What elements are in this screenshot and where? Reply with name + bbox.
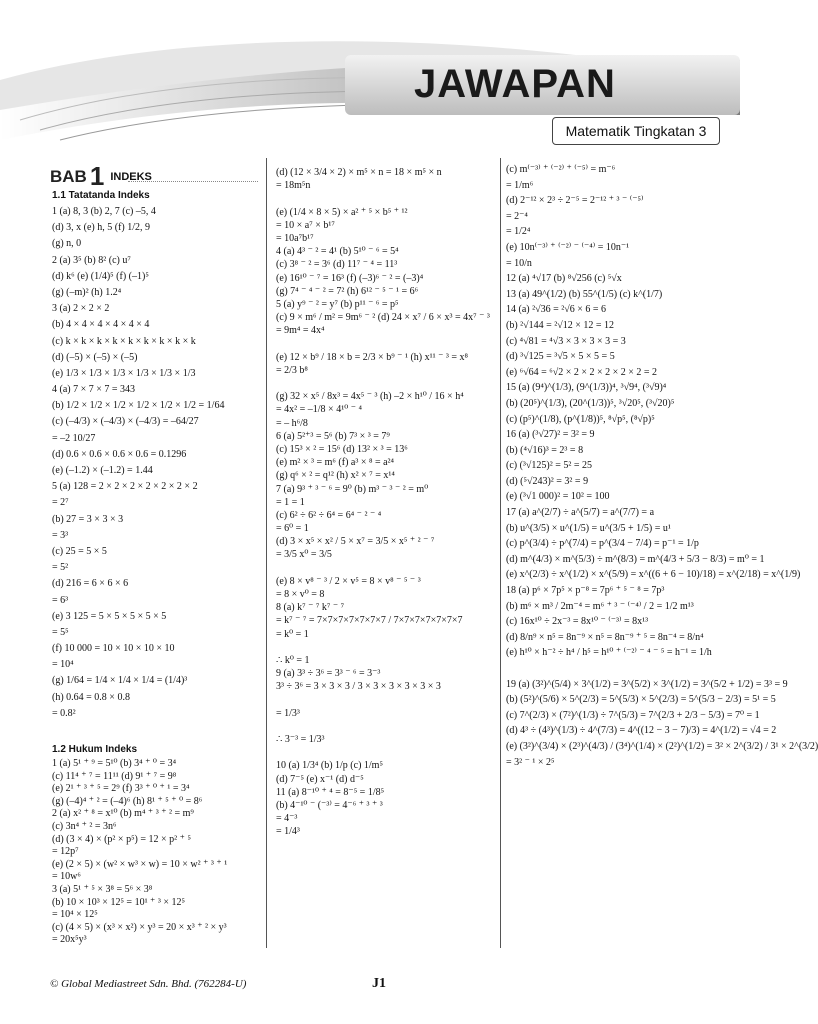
answer-line: = 6³ [52,594,69,606]
answer-line: 7 (a) 9³ ⁺ ³ ⁻ ⁶ = 9⁰ (b) m³ ⁻ ³ ⁻ ² = m⁰ [276,483,429,495]
answer-line: (b) 10 × 10³ × 12⁵ = 10¹ ⁺ ³ × 12⁵ [52,896,185,908]
answer-line: (c) (4 × 5) × (x³ × x²) × y³ = 20 × x³ ⁺ ² × y³ [52,921,227,933]
answer-line: (b) 27 = 3 × 3 × 3 [52,513,124,525]
section-heading-2: 1.2 Hukum Indeks [52,744,138,755]
answer-line: = 10⁴ × 12⁵ [52,909,98,921]
answer-line: = 4x² = –1/8 × 4¹⁰ ⁻ ⁴ [276,404,362,416]
answer-line: 5 (a) 128 = 2 × 2 × 2 × 2 × 2 × 2 × 2 [52,481,198,493]
answer-line: (c) m⁽⁻³⁾ ⁺ ⁽⁻²⁾ ⁺ ⁽⁻⁵⁾ = m⁻⁶ [506,164,616,175]
answer-line: 16 (a) (³√27)² = 3² = 9 [506,429,595,441]
answer-line: 3 (a) 2 × 2 × 2 [52,303,110,315]
answer-line: (d) (–5) × (–5) × (–5) [52,351,138,363]
answer-line: 9 (a) 3³ ÷ 3⁶ = 3³ ⁻ ⁶ = 3⁻³ [276,668,381,680]
answer-line: (e) 16¹⁰ ⁻ ⁷ = 16³ (f) (–3)⁶ ⁻ ² = (–3)⁴ [276,272,424,284]
answer-line: = 10w⁶ [52,871,81,883]
answer-line: (g) (–m)² (h) 1.2⁴ [52,286,122,298]
answer-line: (e) (1/4 × 8 × 5) × a² ⁺ ⁵ × b⁵ ⁺ ¹² [276,206,408,218]
answer-line: 10 (a) 1/3⁴ (b) 1/p (c) 1/m⁵ [276,760,383,772]
answer-line: (c) (³√125)² = 5² = 25 [506,460,593,472]
answer-line: = 2⁷ [52,497,69,509]
answer-line: (e) 8 × v⁸ ⁻ ³ / 2 × v⁵ = 8 × v⁸ ⁻ ⁵ ⁻ ³ [276,575,421,587]
answer-line: (h) 0.64 = 0.8 × 0.8 [52,691,130,703]
answer-line: 4 (a) 4³ ⁻ ² = 4¹ (b) 5¹⁰ ⁻ ⁶ = 5⁴ [276,246,399,258]
answer-line: (b) 4⁻¹⁰ ⁻ (⁻³⁾ = 4⁻⁶ ⁺ ³ ⁺ ³ [276,800,383,811]
copyright-notice: © Global Mediastreet Sdn. Bhd. (762284-U) [50,978,247,990]
answer-line [276,192,498,205]
answer-line: = 1/3³ [276,707,300,719]
answer-line: 4 (a) 7 × 7 × 7 = 343 [52,384,136,396]
answer-line: (d) 216 = 6 × 6 × 6 [52,578,129,590]
answer-line: (e) m² × ³ = m⁶ (f) a³ × ⁸ = a²⁴ [276,457,395,469]
answers-column-1a [52,204,262,722]
answer-line: (b) (20⁵)^(1/3), (20^(1/3))⁵, ³√20⁵, (³√20)⁵ [506,397,675,409]
answer-line: (d) 8/n⁹ × n⁵ = 8n⁻⁹ × n⁵ = 8n⁻⁹ ⁺ ⁵ = 8n⁻⁴ = 8/n⁴ [506,631,704,643]
answer-line: 1 (a) 5¹ ⁺ ⁹ = 5¹⁰ (b) 3⁴ ⁺ ⁰ = 3⁴ [52,758,177,769]
answer-line: 14 (a) ²√36 = ²√6 × 6 = 6 [506,304,606,316]
answer-line: (e) 12 × b⁹ / 18 × b = 2/3 × b⁹ ⁻ ¹ (h) x¹¹ ⁻ ³ = x⁸ [276,351,469,363]
answer-line: = – h⁶/8 [276,417,308,429]
answer-line: (d) (3 × 4) × (p² × p⁵) = 12 × p² ⁺ ⁵ [52,833,191,845]
answer-line: = 2/3 b⁸ [276,364,308,376]
answer-line: (g) 7⁴ ⁻ ⁴ ⁻ ² = 7² (h) 6¹² ⁻ ⁵ ⁻ ¹ = 6⁶ [276,285,419,297]
answer-line: (e) x^(2/3) ÷ x^(1/2) × x^(5/9) = x^((6 + 6 − 10)/18) = x^(2/18) = x^(1/9) [506,569,801,581]
answer-line: (c) (p⁵)^(1/8), (p^(1/8))⁵, ⁸√p⁵, (⁸√p)⁵ [506,413,655,425]
chapter-heading [50,158,152,189]
answer-line: 2 (a) 3⁵ (b) 8² (c) u⁷ [52,254,131,266]
answer-line: (c) k × k × k × k × k × k × k × k × k [52,335,196,347]
answer-line: (c) ⁴√81 = ⁴√3 × 3 × 3 × 3 = 3 [506,335,626,347]
answer-line: = 20x⁵y³ [52,934,87,946]
answer-line: (c) 6² ÷ 6² ÷ 6⁴ = 6⁴ ⁻ ² ⁻ ⁴ [276,509,382,521]
answer-line: (g) 1/64 = 1/4 × 1/4 × 1/4 = (1/4)³ [52,675,188,687]
answer-line: (d) 3 × x⁵ × x² / 5 × x⁷ = 3/5 × x⁵ ⁺ ² ⁻ ⁷ [276,536,435,548]
answer-line: = –2 10/27 [52,432,96,444]
answer-line: (e) h¹⁰ × h⁻² ÷ h⁴ / h⁵ = h¹⁰ ⁺ ⁽⁻²⁾ ⁻ ⁴ ⁻ ⁵ = h⁻¹ = 1/h [506,647,712,659]
answer-line: = 5² [52,562,69,574]
answer-line [276,746,498,759]
answers-column-1b [52,758,262,947]
page-number: J1 [372,976,386,991]
answer-line: (e) (3²)^(3/4) × (2³)^(4/3) / (3⁴)^(1/4) × (2²)^(1/2) = 3² × 2^(3/2) / 3¹ × 2^(3/2) [506,740,818,752]
answer-line: 5 (a) y⁹ ⁻ ² = y⁷ (b) p¹¹ ⁻ ⁶ = p⁵ [276,298,399,310]
answer-line: (d) 0.6 × 0.6 × 0.6 × 0.6 = 0.1296 [52,448,187,460]
answer-line: (d) 7⁻⁵ (e) x⁻¹ (d) d⁻⁵ [276,773,364,785]
answer-line: (g) (–4)⁴ ⁺ ² = (–4)⁶ (h) 8¹ ⁺ ⁵ ⁺ ⁰ = 8⁶ [52,795,203,807]
answer-line: (c) 9 × m⁶ / m² = 9m⁶ ⁻ ² (d) 24 × x⁷ / 6 × x³ = 4x⁷ ⁻ ³ [276,312,490,324]
answer-line [276,641,498,654]
chapter-title: INDEKS [110,171,152,183]
answer-line: = 10a⁷b¹⁷ [276,232,314,244]
answer-line: 2 (a) x² ⁺ ⁸ = x¹⁰ (b) m⁴ ⁺ ³ ⁺ ² = m⁹ [52,808,194,820]
chapter-number: 1 [89,161,105,191]
answer-line: (g) n, 0 [52,238,82,250]
answer-line: (d) 3, x (e) h, 5 (f) 1/2, 9 [52,222,151,234]
answer-line: = 10 × a⁷ × b¹⁷ [276,219,335,231]
answer-line: (g) q⁶ × ² = q¹² (h) x² × ⁷ = x¹⁴ [276,470,395,482]
answer-line: = 2⁻⁴ [506,210,528,222]
section-heading-1: 1.1 Tatatanda Indeks [52,190,150,201]
answer-line: = 4⁻³ [276,813,298,825]
header-banner [0,0,768,150]
answer-line: (b) u^(3/5) × u^(1/5) = u^(3/5 + 1/5) = u¹ [506,522,671,534]
answer-line [276,377,498,390]
answer-line [276,720,498,733]
answer-line: 12 (a) ⁴√17 (b) ⁸√256 (c) ⁵√x [506,273,622,285]
answer-line: (c) 15³ × ² = 15⁶ (d) 13² × ³ = 13⁶ [276,443,408,455]
answer-line: (c) 16x¹⁰ ÷ 2x⁻³ = 8x¹⁰ ⁻ ⁽⁻³⁾ = 8x¹³ [506,616,649,628]
answer-line: (f) 10 000 = 10 × 10 × 10 × 10 [52,643,175,655]
answer-line: (e) (–1.2) × (–1.2) = 1.44 [52,465,153,476]
answer-line: (c) 3⁸ ⁻ ² = 3⁶ (d) 11⁷ ⁻ ⁴ = 11³ [276,259,398,271]
answers-column-3 [506,162,818,770]
answer-line: = 1 = 1 [276,496,305,508]
answer-line: (d) 2⁻¹² × 2³ ÷ 2⁻⁵ = 2⁻¹² ⁺ ³ ⁻ ⁽⁻⁵⁾ [506,195,644,207]
answer-line: = 10⁴ [52,659,74,671]
answer-line: = 5⁵ [52,626,69,638]
answer-line: = 12p⁷ [52,846,79,858]
answer-line: 17 (a) a^(2/7) ÷ a^(5/7) = a^(7/7) = a [506,507,655,519]
answer-line: = 9m⁴ = 4x⁴ [276,325,325,337]
answer-line: (b) 1/2 × 1/2 × 1/2 × 1/2 × 1/2 × 1/2 = 1/64 [52,400,225,412]
answer-line: (c) 11⁴ ⁺ ⁷ = 11¹¹ (d) 9¹ ⁺ ⁷ = 9⁸ [52,770,177,782]
answer-line: (b) ²√144 = ²√12 × 12 = 12 [506,319,615,331]
chapter-rule [128,181,258,182]
answer-line: 19 (a) (3²)^(5/4) × 3^(1/2) = 3^(5/2) × 3^(1/2) = 3^(5/2 + 1/2) = 3³ = 9 [506,678,788,690]
answer-line: (d) 4³ ÷ (4³)^(1/3) ÷ 4^(7/3) = 4^((12 − 3 − 7)/3) = 4^(1/2) = √4 = 2 [506,725,777,737]
answer-line: (d) k⁶ (e) (1/4)⁵ (f) (–1)⁵ [52,270,149,282]
answer-line: (e) 10n⁽⁻³⁾ ⁺ ⁽⁻²⁾ ⁻ ⁽⁻⁴⁾ = 10n⁻¹ [506,241,630,253]
answer-line: (b) 4 × 4 × 4 × 4 × 4 × 4 [52,319,150,331]
answer-line: (e) (³√1 000)² = 10² = 100 [506,491,610,503]
answer-line: 3 (a) 5¹ ⁺ ⁵ × 3⁸ = 5⁶ × 3⁸ [52,883,153,895]
answer-line: = k⁰ = 1 [276,628,309,640]
answer-line: 8 (a) k⁷ ⁻ ⁷ k⁷ ⁻ ⁷ [276,602,345,614]
answer-line: ∴ k⁰ = 1 [276,654,310,666]
answer-line [506,661,728,677]
answer-line: (g) 32 × x⁵ / 8x³ = 4x⁵ ⁻ ³ (h) –2 × h¹⁰ / 16 × h⁴ [276,391,464,403]
answer-line: = 1/2⁴ [506,226,531,238]
answer-line: = 3² ⁻ ¹ × 2⁵ [506,756,555,768]
answer-line: (b) (5²)^(5/6) × 5^(2/3) = 5^(5/3) × 5^(2/3) = 5^(5/3 − 2/3) = 5¹ = 5 [506,694,776,706]
answer-line: (d) m^(4/3) × m^(5/3) ÷ m^(8/3) = m^(4/3 + 5/3 − 8/3) = m⁰ = 1 [506,553,765,565]
answer-line: = 18m⁵n [276,180,311,192]
column-divider-2 [500,158,501,948]
answer-line [276,694,498,707]
answer-line: = 8 × v⁰ = 8 [276,589,325,600]
answer-line: (c) p^(3/4) ÷ p^(7/4) = p^(3/4 − 7/4) = p⁻¹ = 1/p [506,538,699,550]
answer-line: (e) 2¹ ⁺ ³ ⁺ ⁵ = 2⁹ (f) 3³ ⁺ ⁰ ⁺ ¹ = 3⁴ [52,783,190,795]
answer-line: (c) (–4/3) × (–4/3) × (–4/3) = –64/27 [52,416,199,428]
answer-line [276,562,498,575]
answer-line: = 3³ [52,529,69,541]
answer-line: (e) 3 125 = 5 × 5 × 5 × 5 × 5 [52,610,167,622]
answer-line: (d) (⁵√243)² = 3² = 9 [506,475,589,487]
answer-line: 1 (a) 8, 3 (b) 2, 7 (c) –5, 4 [52,206,156,217]
answer-line: (d) (12 × 3/4 × 2) × m⁵ × n = 18 × m⁵ × n [276,167,442,178]
answer-line: 6 (a) 5²⁺³ = 5⁶ (b) 7³ × ³ = 7⁹ [276,430,390,442]
answer-line: 15 (a) (9⁴)^(1/3), (9^(1/3))⁴, ³√9⁴, (³√9)⁴ [506,382,667,394]
answer-line: = 6⁰ = 1 [276,523,309,535]
answer-line: 11 (a) 8⁻¹⁰ ⁺ ⁴ = 8⁻⁵ = 1/8⁵ [276,786,385,798]
answer-line: = k⁷ ⁻ ⁷ = 7×7×7×7×7×7×7 / 7×7×7×7×7×7×7 [276,615,463,627]
answer-line: (b) m⁶ × m³ / 2m⁻⁴ = m⁶ ⁺ ³ ⁻ ⁽⁻⁴⁾ / 2 = 1/2 m¹³ [506,600,694,612]
answer-line: = 10/n [506,257,532,269]
answer-line: (c) 3n⁴ ⁺ ² = 3n⁶ [52,820,117,832]
answer-line: (e) (2 × 5) × (w² × w³ × w) = 10 × w² ⁺ ³ ⁺ ¹ [52,858,228,870]
answer-line: ∴ 3⁻³ = 1/3³ [276,734,325,746]
answer-line: 3³ ÷ 3⁶ = 3 × 3 × 3 / 3 × 3 × 3 × 3 × 3 × 3 [276,681,441,693]
answer-line: 18 (a) p⁶ × 7p⁵ × p⁻⁸ = 7p⁶ ⁺ ⁵ ⁻ ⁸ = 7p³ [506,585,665,597]
answer-line: = 1/m⁶ [506,179,534,191]
answers-column-2 [276,166,498,839]
answer-line: (d) ³√125 = ³√5 × 5 × 5 = 5 [506,351,615,363]
answer-line: 13 (a) 49^(1/2) (b) 55^(1/5) (c) k^(1/7) [506,288,663,300]
answer-line: (e) 1/3 × 1/3 × 1/3 × 1/3 × 1/3 × 1/3 [52,367,196,379]
answer-line: (e) ⁶√64 = ⁶√2 × 2 × 2 × 2 × 2 × 2 = 2 [506,366,658,378]
answer-line: = 3/5 x⁰ = 3/5 [276,549,332,561]
page-title: JAWAPAN [414,62,616,106]
answer-line: (c) 25 = 5 × 5 [52,545,107,557]
answer-line: = 1/4³ [276,826,300,838]
answer-line [276,337,498,350]
subject-badge: Matematik Tingkatan 3 [552,117,720,145]
answer-line: (b) (⁴√16)³ = 2³ = 8 [506,444,584,456]
answer-line: = 0.8² [52,707,76,719]
answer-line: (c) 7^(2/3) × (7²)^(1/3) ÷ 7^(5/3) = 7^(2/3 + 2/3 − 5/3) = 7⁰ = 1 [506,709,760,721]
column-divider-1 [266,158,267,948]
chapter-label: BAB [50,167,87,186]
